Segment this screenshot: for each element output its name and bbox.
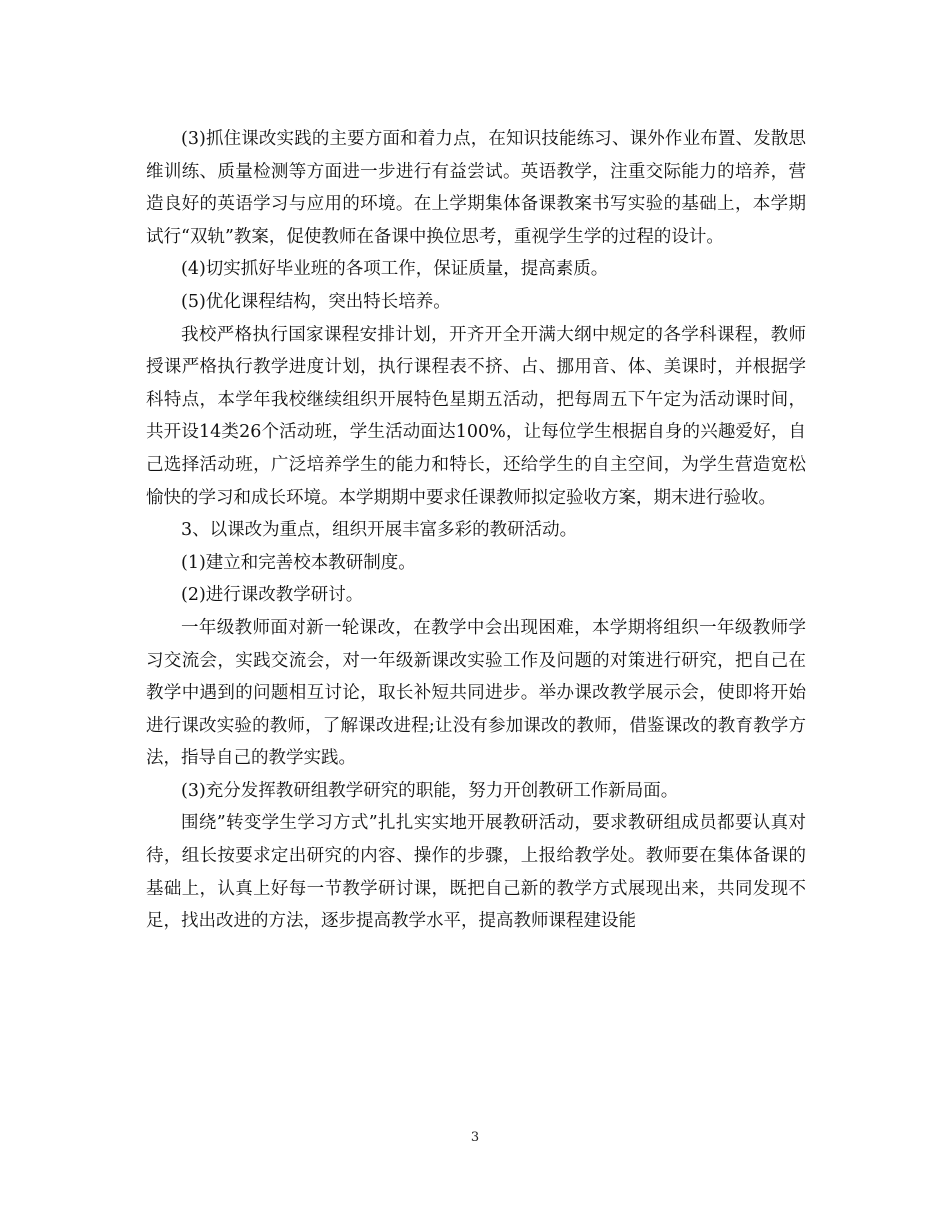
page-number: 3 <box>470 1130 480 1145</box>
paragraph-1: (3)抓住课改实践的主要方面和着力点，在知识技能练习、课外作业布置、发散思维训练、质量检测等方面进一步进行有益尝试。英语教学，注重交际能力的培养，营造良好的英语学习与应用的环境。在上学期集体备课教案书写实验的基础上，本学期试行“双轨”教案，促使教师在备课中换位思考，重视学生学的过程的设计。 <box>146 129 806 247</box>
paragraph-9: (3)充分发挥教研组教学研究的职能，努力开创教研工作新局面。 <box>181 780 679 801</box>
paragraph-8: 一年级教师面对新一轮课改，在教学中会出现困难，本学期将组织一年级教师学习交流会，实践交流会，对一年级新课改实验工作及问题的对策进行研究，把自己在教学中遇到的问题相互讨论，取长补短共同进步。举办课改教学展示会，使即将开始进行课改实验的教师，了解课改进程;让没有参加课改的教师，借鉴课改的教育教学方法，指导自己的教学实践。 <box>146 617 806 769</box>
paragraph-6: (1)建立和完善校本教研制度。 <box>181 552 416 573</box>
paragraph-2: (4)切实抓好毕业班的各项工作，保证质量，提高素质。 <box>181 259 609 280</box>
paragraph-3: (5)优化课程结构，突出特长培养。 <box>181 291 451 312</box>
paragraph-7: (2)进行课改教学研讨。 <box>181 585 364 606</box>
paragraph-4: 我校严格执行国家课程安排计划，开齐开全开满大纲中规定的各学科课程，教师授课严格执行教学进度计划，执行课程表不挤、占、挪用音、体、美课时，并根据学科特点，本学年我校继续组织开展特色星期五活动，把每周五下午定为活动课时间，共开设14类26个活动班，学生活动面达100%，让每位学生根据自身的兴趣爱好，自己选择活动班，广泛培养学生的能力和特长，还给学生的自主空间，为学生营造宽松愉快的学习和成长环境。本学期期中要求任课教师拟定验收方案，期末进行验收。 <box>146 324 806 508</box>
paragraph-10: 围绕”转变学生学习方式”扎扎实实地开展教研活动，要求教研组成员都要认真对待，组长按要求定出研究的内容、操作的步骤，上报给教学处。教师要在集体备课的基础上，认真上好每一节教学研讨课，既把自己新的教学方式展现出来，共同发现不足，找出改进的方法，逐步提高教学水平，提高教师课程建设能 <box>146 813 806 932</box>
document-body <box>146 123 806 938</box>
paragraph-5: 3、以课改为重点，组织开展丰富多彩的教研活动。 <box>181 520 578 541</box>
